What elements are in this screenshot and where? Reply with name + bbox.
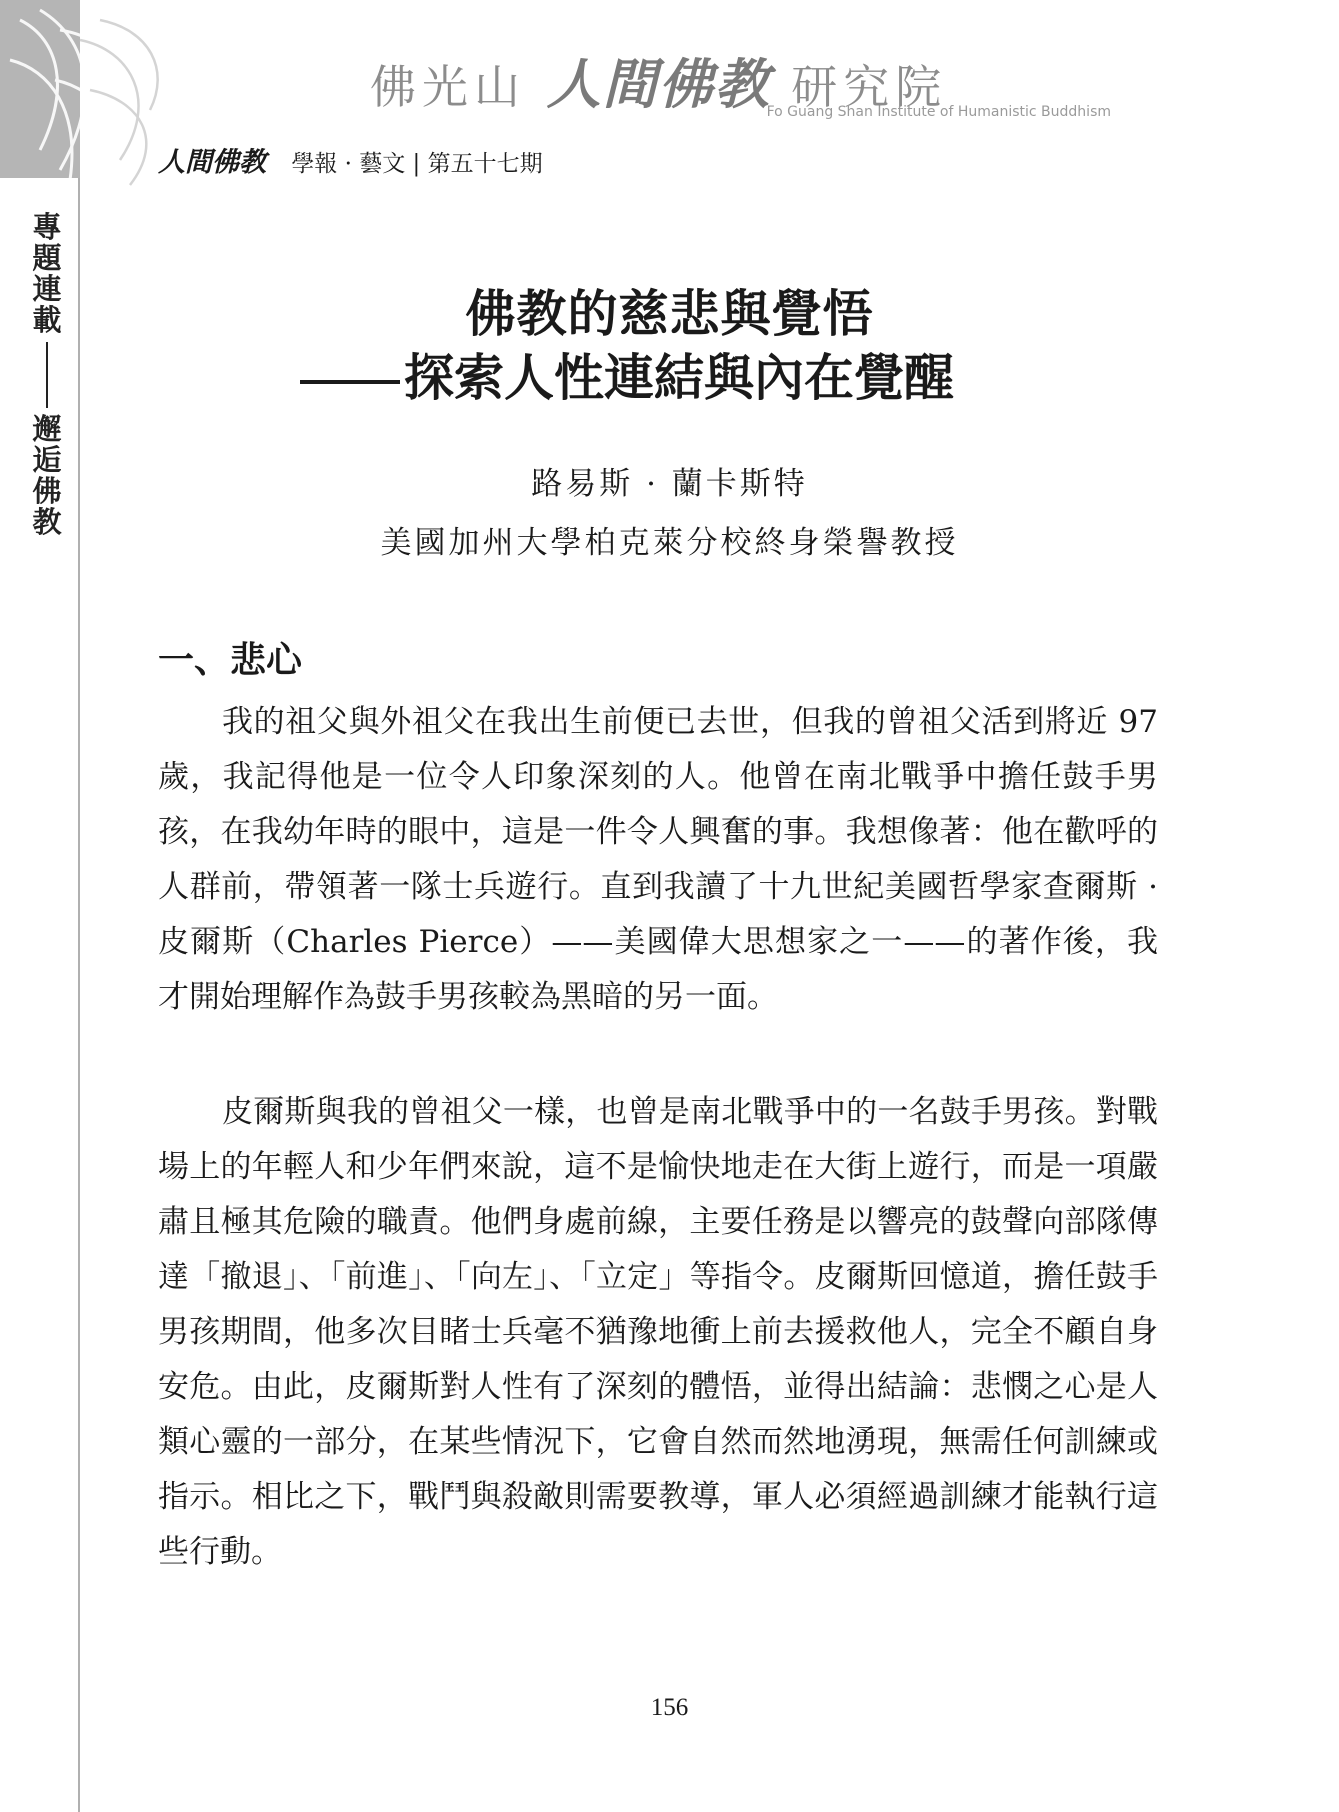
journal-info: 學報 · 藝文 | 第五十七期 bbox=[291, 151, 543, 177]
institute-name-en: Fo Guang Shan Institute of Humanistic Buddhism bbox=[766, 104, 1111, 120]
left-margin-rule bbox=[78, 178, 80, 1812]
subtitle-dash bbox=[300, 380, 400, 384]
side-tab-divider bbox=[46, 342, 48, 408]
author-name: 路易斯 · 蘭卡斯特 bbox=[531, 466, 808, 502]
institute-brand: 人間佛教 bbox=[546, 52, 771, 116]
page-number: 156 bbox=[650, 1694, 689, 1721]
article-subtitle bbox=[300, 338, 954, 410]
institute-prefix: 佛光山 bbox=[370, 60, 526, 114]
journal-brand: 人間佛教 bbox=[158, 147, 266, 178]
article-subtitle-text: 探索人性連結與內在覺醒 bbox=[404, 348, 954, 407]
body-paragraph bbox=[158, 695, 1158, 1025]
author-affiliation: 美國加州大學柏克萊分校終身榮譽教授 bbox=[380, 525, 959, 561]
paragraph-2: 皮爾斯與我的曾祖父一樣，也曾是南北戰爭中的一名鼓手男孩。對戰場上的年輕人和少年們來說，這不是愉快地走在大街上遊行，而是一項嚴肅且極其危險的職責。他們身處前線，主要任務是以響亮的鼓聲向部隊傳達「撤退」、「前進」、「向左」、「立定」等指令。皮爾斯回憶道，擔任鼓手男孩期間，他多次目睹士兵毫不猶豫地衝上前去援救他人，完全不顧自身安危。由此，皮爾斯對人性有了深刻的體悟，並得出結論：悲憫之心是人類心靈的一部分，在某些情況下，它會自然而然地湧現，無需任何訓練或指示。相比之下，戰鬥與殺敵則需要教導，軍人必須經過訓練才能執行這些行動。 bbox=[158, 1094, 1158, 1570]
paragraph-1: 我的祖父與外祖父在我出生前便已去世，但我的曾祖父活到將近 97 歲，我記得他是一位令人印象深刻的人。他曾在南北戰爭中擔任鼓手男孩，在我幼年時的眼中，這是一件令人興奮的事。我想像著：他在歡呼的人群前，帶領著一隊士兵遊行。直到我讀了十九世紀美國哲學家查爾斯 · 皮爾斯（Charles Pierce）——美國偉大思想家之一——的著作後，我才開始理解作為鼓手男孩較為黑暗的另一面。 bbox=[158, 704, 1158, 1015]
article-title: 佛教的慈悲與覺悟 bbox=[465, 284, 874, 343]
side-tab-column: 邂逅佛教 bbox=[32, 412, 62, 539]
institute-suffix: 研究院 bbox=[791, 60, 948, 114]
section-heading: 一、悲心 bbox=[158, 639, 303, 681]
journal-header bbox=[158, 140, 543, 179]
side-tab-series: 專題連載 bbox=[32, 210, 62, 337]
body-paragraph bbox=[158, 1085, 1158, 1580]
lotus-flower-icon bbox=[0, 0, 175, 190]
